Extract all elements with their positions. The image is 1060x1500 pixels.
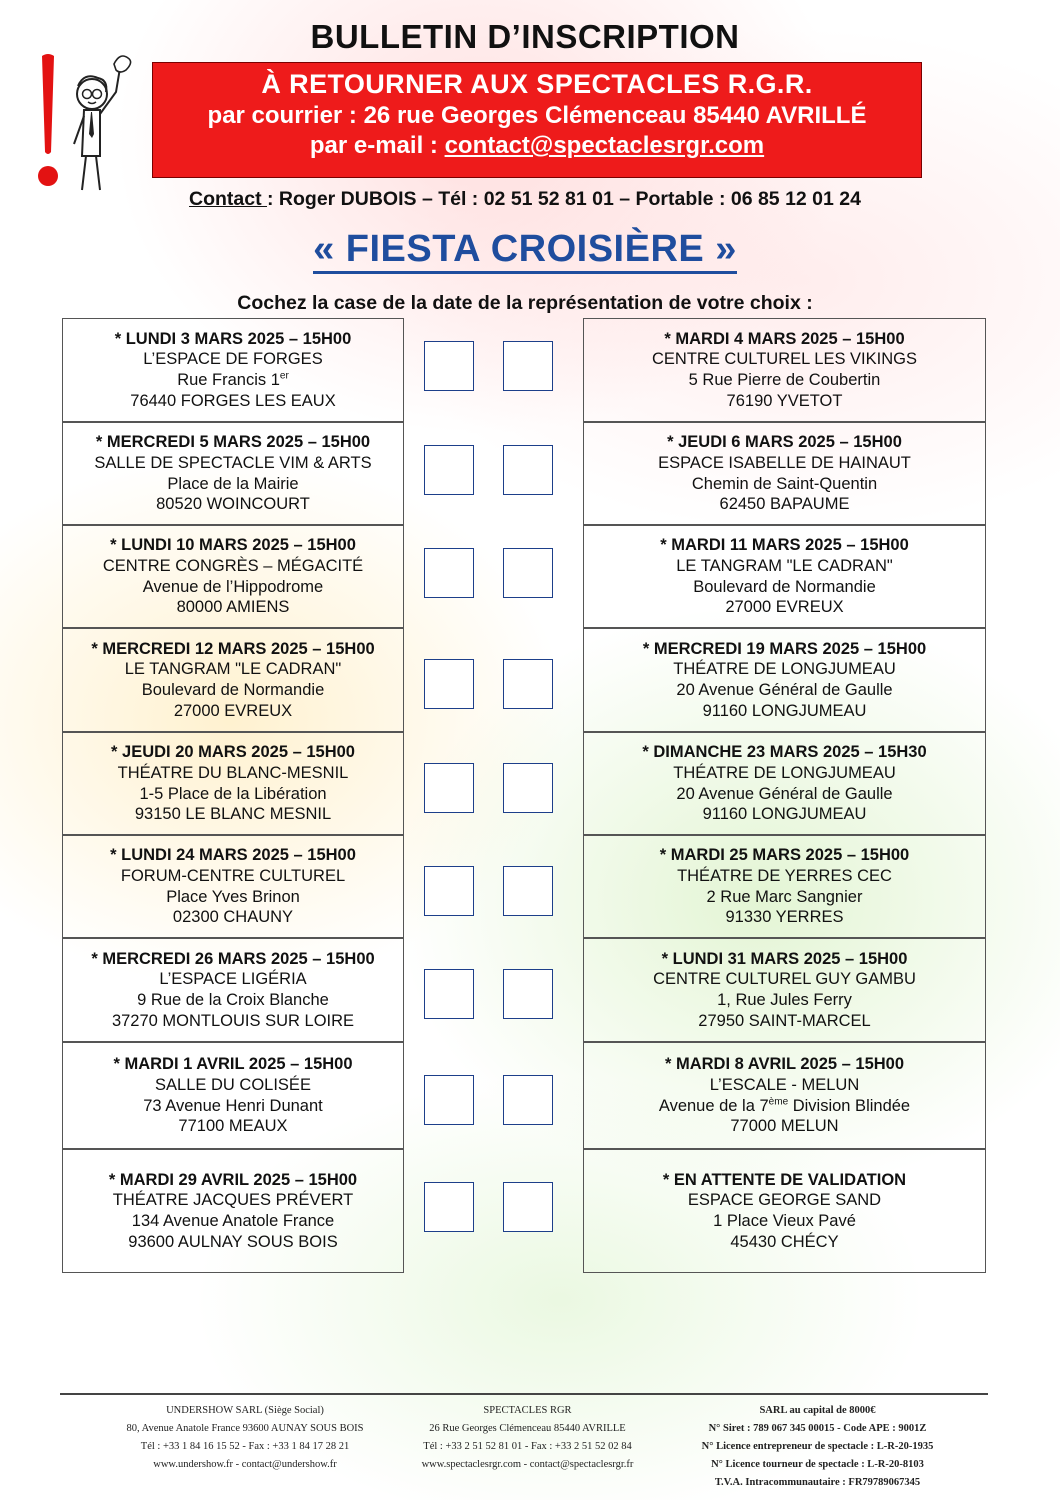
date-row xyxy=(62,1149,986,1273)
venue-city: 80520 WOINCOURT xyxy=(156,495,310,514)
venue-name: SALLE DU COLISÉE xyxy=(155,1075,311,1094)
left-date-cell xyxy=(62,628,404,732)
venue-name: L’ESPACE LIGÉRIA xyxy=(159,970,307,989)
performance-date: * EN ATTENTE DE VALIDATION xyxy=(662,1170,907,1189)
right-date-checkbox[interactable] xyxy=(503,1075,553,1125)
venue-city: 27000 EVREUX xyxy=(725,598,844,617)
venue-name: CENTRE CONGRÈS – MÉGACITÉ xyxy=(102,556,364,575)
performance-date: * LUNDI 10 MARS 2025 – 15H00 xyxy=(110,536,356,555)
left-date-cell xyxy=(62,938,404,1042)
performance-date: * MERCREDI 19 MARS 2025 – 15H00 xyxy=(642,639,927,658)
left-date-checkbox[interactable] xyxy=(424,866,474,916)
venue-address: 134 Avenue Anatole France xyxy=(131,1212,335,1230)
footer-legal-info xyxy=(680,1402,955,1492)
venue-name: L’ESPACE DE FORGES xyxy=(143,350,323,369)
performance-date: * MERCREDI 26 MARS 2025 – 15H00 xyxy=(91,949,375,968)
venue-address: Avenue de l’Hippodrome xyxy=(142,577,324,596)
venue-city: 91160 LONGJUMEAU xyxy=(702,805,867,824)
performance-date: * MARDI 4 MARS 2025 – 15H00 xyxy=(664,329,905,348)
performance-date: * MARDI 29 AVRIL 2025 – 15H00 xyxy=(108,1170,358,1189)
venue-address: Boulevard de Normandie xyxy=(693,577,876,596)
right-date-checkbox[interactable] xyxy=(503,548,553,598)
date-selection-grid xyxy=(62,318,986,1274)
right-date-checkbox[interactable] xyxy=(503,1182,553,1232)
venue-city: 93600 AULNAY SOUS BOIS xyxy=(128,1232,338,1251)
email-link[interactable]: contact@spectaclesrgr.com xyxy=(444,132,765,159)
contact-line xyxy=(0,188,1050,211)
venue-city: 77000 MELUN xyxy=(730,1117,839,1136)
venue-address: Rue Francis 1er xyxy=(177,370,289,389)
venue-city: 93150 LE BLANC MESNIL xyxy=(134,805,332,824)
date-row xyxy=(62,422,986,525)
footer-line: Tél : +33 2 51 52 81 01 - Fax : +33 2 51 52 02 84 xyxy=(423,1441,632,1452)
performance-date: * MARDI 11 MARS 2025 – 15H00 xyxy=(660,536,909,555)
performance-date: * MERCREDI 5 MARS 2025 – 15H00 xyxy=(95,433,371,452)
venue-address: Avenue de la 7ème Division Blindée xyxy=(658,1096,911,1115)
venue-address: Chemin de Saint-Quentin xyxy=(691,474,878,493)
venue-address: 9 Rue de la Croix Blanche xyxy=(137,991,329,1009)
right-date-cell xyxy=(583,938,986,1042)
venue-name: THÉATRE DE LONGJUMEAU xyxy=(673,763,896,782)
left-date-cell xyxy=(62,732,404,835)
footer-line: SARL au capital de 8000€ xyxy=(759,1405,876,1416)
left-date-cell xyxy=(62,1042,404,1149)
venue-city: 37270 MONTLOUIS SUR LOIRE xyxy=(111,1011,355,1030)
footer-line: SPECTACLES RGR xyxy=(483,1405,572,1416)
venue-address: 20 Avenue Général de Gaulle xyxy=(676,784,893,803)
performance-date: * JEUDI 20 MARS 2025 – 15H00 xyxy=(111,743,355,762)
performance-date: * JEUDI 6 MARS 2025 – 15H00 xyxy=(667,433,902,452)
venue-city: 91160 LONGJUMEAU xyxy=(702,701,867,720)
right-date-checkbox[interactable] xyxy=(503,445,553,495)
performance-date: * LUNDI 3 MARS 2025 – 15H00 xyxy=(114,329,352,348)
date-row xyxy=(62,1042,986,1149)
venue-name: LE TANGRAM "LE CADRAN" xyxy=(676,556,893,575)
mail-address-line: par courrier : 26 rue Georges Clémenceau 85440 AVRILLÉ xyxy=(207,102,867,129)
footer-spectacles-rgr xyxy=(395,1402,660,1474)
left-date-cell xyxy=(62,318,404,422)
return-line: À RETOURNER AUX SPECTACLES R.G.R. xyxy=(261,69,813,99)
right-date-checkbox[interactable] xyxy=(503,659,553,709)
contact-details: : Roger DUBOIS – Tél : 02 51 52 81 01 – Portable : 06 85 12 01 24 xyxy=(267,188,861,210)
venue-name: THÉATRE DU BLANC-MESNIL xyxy=(117,763,349,782)
venue-name: THÉATRE DE LONGJUMEAU xyxy=(673,660,896,679)
venue-address: 1-5 Place de la Libération xyxy=(139,784,327,803)
venue-address: 20 Avenue Général de Gaulle xyxy=(676,681,893,699)
footer-line: N° Licence tourneur de spectacle : L-R-20-8103 xyxy=(711,1459,924,1470)
venue-address: 1 Place Vieux Pavé xyxy=(713,1212,856,1230)
left-date-checkbox[interactable] xyxy=(424,659,474,709)
performance-date: * DIMANCHE 23 MARS 2025 – 15H30 xyxy=(642,743,927,762)
venue-address: Place de la Mairie xyxy=(167,474,299,493)
left-date-checkbox[interactable] xyxy=(424,1182,474,1232)
venue-city: 76190 YVETOT xyxy=(726,391,843,410)
left-date-cell xyxy=(62,525,404,628)
date-row xyxy=(62,835,986,938)
left-date-checkbox[interactable] xyxy=(424,445,474,495)
right-date-cell xyxy=(583,318,986,422)
venue-name: ESPACE GEORGE SAND xyxy=(687,1191,882,1210)
date-row xyxy=(62,732,986,835)
right-date-cell xyxy=(583,628,986,732)
footer-divider xyxy=(60,1393,988,1395)
left-date-checkbox[interactable] xyxy=(424,548,474,598)
venue-city: 80000 AMIENS xyxy=(176,598,290,617)
right-date-cell xyxy=(583,1149,986,1273)
instruction-text: Cochez la case de la date de la représentation de votre choix : xyxy=(237,292,813,314)
right-date-checkbox[interactable] xyxy=(503,763,553,813)
left-date-checkbox[interactable] xyxy=(424,341,474,391)
footer-line: N° Siret : 789 067 345 00015 - Code APE : 9001Z xyxy=(708,1423,927,1434)
venue-name: THÉATRE JACQUES PRÉVERT xyxy=(112,1191,354,1210)
venue-address: 2 Rue Marc Sangnier xyxy=(706,887,863,906)
venue-city: 02300 CHAUNY xyxy=(172,908,294,927)
venue-name: CENTRE CULTUREL GUY GAMBU xyxy=(653,970,916,989)
right-date-cell xyxy=(583,525,986,628)
venue-address: 1, Rue Jules Ferry xyxy=(717,991,852,1009)
performance-date: * LUNDI 24 MARS 2025 – 15H00 xyxy=(110,846,356,865)
footer-line: N° Licence entrepreneur de spectacle : L-R-20-1935 xyxy=(701,1441,934,1452)
left-date-cell xyxy=(62,1149,404,1273)
performance-date: * MARDI 25 MARS 2025 – 15H00 xyxy=(659,846,910,865)
footer-line: T.V.A. Intracommunautaire : FR79789067345 xyxy=(714,1477,921,1488)
venue-city: 62450 BAPAUME xyxy=(719,495,850,514)
left-date-checkbox[interactable] xyxy=(424,969,474,1019)
venue-name: THÉATRE DE YERRES CEC xyxy=(677,866,892,885)
return-address-banner xyxy=(152,62,922,178)
show-title: « FIESTA CROISIÈRE » xyxy=(0,228,1050,271)
document-title: BULLETIN D’INSCRIPTION xyxy=(310,18,740,55)
right-date-checkbox[interactable] xyxy=(503,866,553,916)
footer-line: www.spectaclesrgr.com - contact@spectaclesrgr.fr xyxy=(421,1459,634,1470)
venue-city: 27950 SAINT-MARCEL xyxy=(698,1011,871,1030)
footer-line: UNDERSHOW SARL (Siège Social) xyxy=(166,1405,324,1416)
venue-name: L’ESCALE - MELUN xyxy=(709,1075,860,1094)
venue-name: LE TANGRAM "LE CADRAN" xyxy=(124,660,342,679)
performance-date: * MARDI 1 AVRIL 2025 – 15H00 xyxy=(113,1055,353,1074)
right-date-checkbox[interactable] xyxy=(503,969,553,1019)
footer-undershow xyxy=(95,1402,395,1474)
left-date-checkbox[interactable] xyxy=(424,763,474,813)
performance-date: * MERCREDI 12 MARS 2025 – 15H00 xyxy=(91,639,375,658)
venue-address: 73 Avenue Henri Dunant xyxy=(143,1096,323,1115)
right-date-cell xyxy=(583,1042,986,1149)
venue-city: 91330 YERRES xyxy=(725,908,844,927)
left-date-cell xyxy=(62,835,404,938)
left-date-cell xyxy=(62,422,404,525)
right-date-checkbox[interactable] xyxy=(503,341,553,391)
exclamation-figure-illustration xyxy=(34,44,144,194)
right-date-cell xyxy=(583,422,986,525)
right-date-cell xyxy=(583,835,986,938)
email-line xyxy=(153,132,921,160)
date-row xyxy=(62,318,986,422)
footer-line: www.undershow.fr - contact@undershow.fr xyxy=(153,1459,337,1470)
performance-date: * LUNDI 31 MARS 2025 – 15H00 xyxy=(661,949,908,968)
venue-name: ESPACE ISABELLE DE HAINAUT xyxy=(658,453,911,472)
venue-address: Place Yves Brinon xyxy=(166,887,300,906)
date-row xyxy=(62,628,986,732)
venue-address: 5 Rue Pierre de Coubertin xyxy=(688,371,881,389)
performance-date: * MARDI 8 AVRIL 2025 – 15H00 xyxy=(664,1055,905,1074)
venue-city: 76440 FORGES LES EAUX xyxy=(130,391,336,410)
venue-name: CENTRE CULTUREL LES VIKINGS xyxy=(652,350,917,369)
venue-city: 45430 CHÉCY xyxy=(730,1232,839,1251)
footer-line: 26 Rue Georges Clémenceau 85440 AVRILLE xyxy=(429,1423,626,1434)
venue-address: Boulevard de Normandie xyxy=(141,681,325,699)
venue-name: FORUM-CENTRE CULTUREL xyxy=(120,866,346,885)
left-date-checkbox[interactable] xyxy=(424,1075,474,1125)
right-date-cell xyxy=(583,732,986,835)
contact-label: Contact xyxy=(189,188,268,210)
date-row xyxy=(62,938,986,1042)
footer-line: 80, Avenue Anatole France 93600 AUNAY SOUS BOIS xyxy=(126,1423,364,1434)
venue-city: 27000 EVREUX xyxy=(173,701,293,720)
venue-name: SALLE DE SPECTACLE VIM & ARTS xyxy=(94,453,372,472)
footer-line: Tél : +33 1 84 16 15 52 - Fax : +33 1 84 17 28 21 xyxy=(140,1441,350,1452)
email-prefix: par e-mail : xyxy=(309,132,445,159)
venue-city: 77100 MEAUX xyxy=(178,1117,288,1136)
date-row xyxy=(62,525,986,628)
